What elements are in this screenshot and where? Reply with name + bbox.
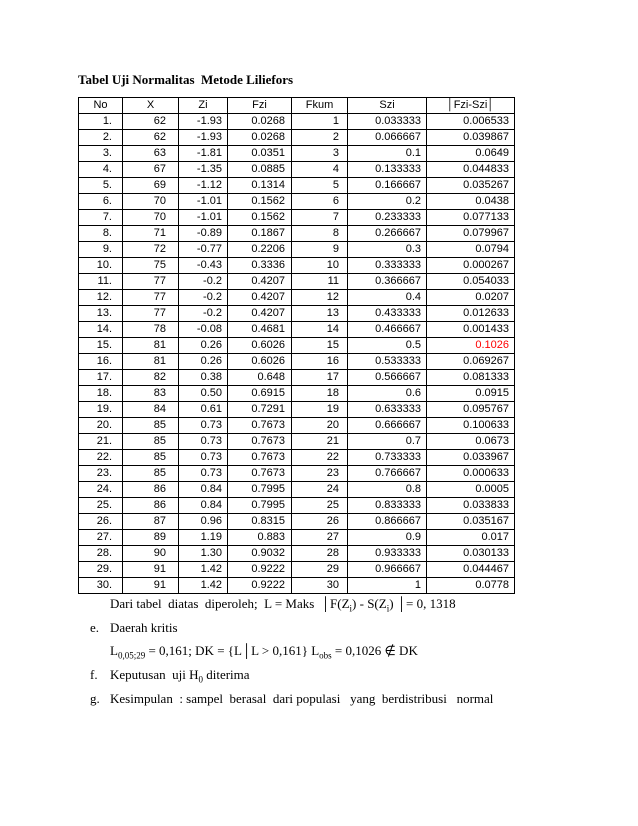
list-item-g: [90, 691, 576, 707]
table-cell: 30.: [79, 578, 123, 594]
table-cell: 22.: [79, 450, 123, 466]
table-row: [79, 178, 515, 194]
table-cell: 78: [123, 322, 179, 338]
table-cell: 7.: [79, 210, 123, 226]
document-content: [76, 72, 576, 707]
table-cell: 0.6026: [228, 354, 292, 370]
table-row: [79, 386, 515, 402]
table-cell: 62: [123, 114, 179, 130]
item-f-text: [110, 667, 250, 683]
table-cell: 30: [292, 578, 348, 594]
table-cell: 14: [292, 322, 348, 338]
table-cell: 0.017: [427, 530, 515, 546]
table-cell: 86: [123, 482, 179, 498]
table-cell: 0.2206: [228, 242, 292, 258]
table-row: [79, 226, 515, 242]
table-cell: 81: [123, 354, 179, 370]
table-cell: 0.012633: [427, 306, 515, 322]
table-cell: 15: [292, 338, 348, 354]
table-cell: 0.6026: [228, 338, 292, 354]
table-cell: 10.: [79, 258, 123, 274]
table-row: [79, 546, 515, 562]
table-cell: 9.: [79, 242, 123, 258]
table-row: [79, 450, 515, 466]
table-cell: 0.035267: [427, 178, 515, 194]
table-cell: 91: [123, 578, 179, 594]
table-cell: 0.1: [348, 146, 427, 162]
table-cell: 82: [123, 370, 179, 386]
table-cell: 72: [123, 242, 179, 258]
table-cell: 0.5: [348, 338, 427, 354]
table-cell: 0.8315: [228, 514, 292, 530]
table-cell: 0.73: [179, 434, 228, 450]
table-cell: 6: [292, 194, 348, 210]
table-row: [79, 482, 515, 498]
table-cell: 4: [292, 162, 348, 178]
table-cell: 11.: [79, 274, 123, 290]
table-cell: 0.2: [348, 194, 427, 210]
table-cell: 0.006533: [427, 114, 515, 130]
list-item-f: [90, 667, 576, 683]
table-cell: 16: [292, 354, 348, 370]
table-cell: 15.: [79, 338, 123, 354]
table-cell: 21: [292, 434, 348, 450]
item-g-text: [110, 691, 493, 707]
table-cell: 24: [292, 482, 348, 498]
text-segment: ) - S(Z: [352, 596, 387, 611]
table-cell: -0.43: [179, 258, 228, 274]
table-cell: 0.044833: [427, 162, 515, 178]
table-cell: 22: [292, 450, 348, 466]
table-cell: 0.666667: [348, 418, 427, 434]
table-row: [79, 434, 515, 450]
table-cell: 25: [292, 498, 348, 514]
table-cell: 0.4207: [228, 290, 292, 306]
table-cell: 69: [123, 178, 179, 194]
table-cell: 0.066667: [348, 130, 427, 146]
table-cell: 0.0268: [228, 114, 292, 130]
table-cell: 67: [123, 162, 179, 178]
critical-region-formula: [110, 643, 576, 659]
table-cell: 87: [123, 514, 179, 530]
table-cell: -1.93: [179, 130, 228, 146]
table-cell: 0.7995: [228, 482, 292, 498]
table-cell: 29.: [79, 562, 123, 578]
table-cell: 17.: [79, 370, 123, 386]
table-cell: -1.01: [179, 210, 228, 226]
table-cell: 23: [292, 466, 348, 482]
table-cell: 23.: [79, 466, 123, 482]
subscript-text: i: [386, 603, 390, 614]
table-cell: -1.35: [179, 162, 228, 178]
table-cell: 0.966667: [348, 562, 427, 578]
table-cell: 1.19: [179, 530, 228, 546]
table-cell: 0.033833: [427, 498, 515, 514]
page-title: Tabel Uji Normalitas Metode Liliefors: [78, 72, 294, 87]
table-cell: 0.233333: [348, 210, 427, 226]
table-cell: 6.: [79, 194, 123, 210]
table-cell: 0.50: [179, 386, 228, 402]
table-cell: 0.633333: [348, 402, 427, 418]
table-cell: 0.73: [179, 466, 228, 482]
table-cell: 0.433333: [348, 306, 427, 322]
table-cell: 1.42: [179, 562, 228, 578]
table-cell: -0.77: [179, 242, 228, 258]
table-cell: 3: [292, 146, 348, 162]
table-cell: 27: [292, 530, 348, 546]
table-cell: 0.73: [179, 450, 228, 466]
table-cell: 0.84: [179, 498, 228, 514]
table-cell: 12.: [79, 290, 123, 306]
table-cell: 0.84: [179, 482, 228, 498]
table-cell: 11: [292, 274, 348, 290]
table-row: [79, 530, 515, 546]
table-row: [79, 514, 515, 530]
table-cell: -0.08: [179, 322, 228, 338]
table-cell: 10: [292, 258, 348, 274]
table-cell: 0.0351: [228, 146, 292, 162]
table-row: [79, 274, 515, 290]
table-cell: 0.035167: [427, 514, 515, 530]
table-cell: 70: [123, 194, 179, 210]
table-cell: 0.7673: [228, 418, 292, 434]
table-cell: 0.033333: [348, 114, 427, 130]
table-cell: 1.30: [179, 546, 228, 562]
subscript-text: 0: [198, 674, 203, 685]
table-cell: 0.4681: [228, 322, 292, 338]
table-cell: 0.7: [348, 434, 427, 450]
table-cell: 77: [123, 290, 179, 306]
table-row: [79, 306, 515, 322]
table-cell: 0.566667: [348, 370, 427, 386]
table-cell: 0.100633: [427, 418, 515, 434]
table-cell: 5: [292, 178, 348, 194]
table-cell: 0.095767: [427, 402, 515, 418]
table-cell: 0.077133: [427, 210, 515, 226]
table-row: [79, 466, 515, 482]
table-cell: -0.2: [179, 306, 228, 322]
table-cell: 0.0268: [228, 130, 292, 146]
table-cell: 16.: [79, 354, 123, 370]
table-cell: 0.3: [348, 242, 427, 258]
table-cell: 0.61: [179, 402, 228, 418]
table-cell: 0.1867: [228, 226, 292, 242]
table-cell: 71: [123, 226, 179, 242]
table-cell: 0.26: [179, 354, 228, 370]
list-item-e: [90, 620, 576, 636]
table-cell: 21.: [79, 434, 123, 450]
table-cell: 0.6: [348, 386, 427, 402]
table-cell: 0.7673: [228, 466, 292, 482]
table-cell: 1: [292, 114, 348, 130]
table-cell: 85: [123, 466, 179, 482]
table-cell: 18: [292, 386, 348, 402]
table-header-row: [79, 98, 515, 114]
table-cell: 2.: [79, 130, 123, 146]
table-cell: 0.0673: [427, 434, 515, 450]
table-cell: 0.366667: [348, 274, 427, 290]
table-cell: 0.166667: [348, 178, 427, 194]
table-cell: 8: [292, 226, 348, 242]
table-row: [79, 354, 515, 370]
table-cell: 0.933333: [348, 546, 427, 562]
table-row: [79, 498, 515, 514]
table-row: [79, 114, 515, 130]
column-header: Szi: [348, 98, 427, 114]
table-cell: 0.0207: [427, 290, 515, 306]
liliefors-table: [78, 97, 515, 594]
table-cell: 1.: [79, 114, 123, 130]
table-cell: 0.9222: [228, 562, 292, 578]
table-cell: -1.93: [179, 114, 228, 130]
table-cell: 0.030133: [427, 546, 515, 562]
table-row: [79, 370, 515, 386]
table-cell: 0.044467: [427, 562, 515, 578]
subscript-text: obs: [319, 650, 332, 661]
column-header: Fzi: [228, 98, 292, 114]
column-header: Fkum: [292, 98, 348, 114]
text-segment: L: [110, 643, 118, 658]
table-cell: 0.9: [348, 530, 427, 546]
table-cell: -1.01: [179, 194, 228, 210]
table-row: [79, 130, 515, 146]
column-header: Zi: [179, 98, 228, 114]
table-cell: 26.: [79, 514, 123, 530]
table-cell: 9: [292, 242, 348, 258]
table-cell: 0.9222: [228, 578, 292, 594]
item-g-label: g.: [90, 691, 100, 706]
table-cell: -0.2: [179, 274, 228, 290]
table-cell: 0.081333: [427, 370, 515, 386]
table-cell: 0.883: [228, 530, 292, 546]
table-cell: 0.4207: [228, 274, 292, 290]
table-cell: 0.133333: [348, 162, 427, 178]
table-cell: -1.12: [179, 178, 228, 194]
table-cell: 90: [123, 546, 179, 562]
table-cell: 0.3336: [228, 258, 292, 274]
table-cell: 1: [348, 578, 427, 594]
table-cell: 8.: [79, 226, 123, 242]
table-cell: 0.054033: [427, 274, 515, 290]
table-cell: 0.069267: [427, 354, 515, 370]
table-cell: 0.38: [179, 370, 228, 386]
table-cell: 89: [123, 530, 179, 546]
text-segment: ) │= 0, 1318: [389, 596, 456, 611]
table-cell: 0.73: [179, 418, 228, 434]
column-header: No: [79, 98, 123, 114]
max-diff-highlighted-cell: 0.1026: [427, 338, 515, 354]
table-cell: 85: [123, 434, 179, 450]
table-cell: -1.81: [179, 146, 228, 162]
table-cell: 0.7291: [228, 402, 292, 418]
text-segment: Dari tabel diatas diperoleh; L = Maks │F(Z: [110, 596, 350, 611]
subscript-text: 0,05;29: [117, 650, 146, 661]
subscript-text: i: [349, 603, 353, 614]
table-cell: 4.: [79, 162, 123, 178]
table-cell: 0.0885: [228, 162, 292, 178]
table-row: [79, 562, 515, 578]
table-cell: -0.89: [179, 226, 228, 242]
table-cell: 0.6915: [228, 386, 292, 402]
column-header: │Fzi-Szi│: [427, 98, 515, 114]
table-cell: 28.: [79, 546, 123, 562]
table-cell: 0.866667: [348, 514, 427, 530]
table-cell: 0.0438: [427, 194, 515, 210]
table-row: [79, 242, 515, 258]
table-cell: 0.0915: [427, 386, 515, 402]
table-cell: 0.4207: [228, 306, 292, 322]
table-row: [79, 258, 515, 274]
table-cell: 77: [123, 306, 179, 322]
table-cell: 27.: [79, 530, 123, 546]
table-cell: 18.: [79, 386, 123, 402]
table-cell: 0.466667: [348, 322, 427, 338]
item-e-label: e.: [90, 620, 100, 635]
table-cell: 0.648: [228, 370, 292, 386]
table-row: [79, 338, 515, 354]
table-cell: 0.000267: [427, 258, 515, 274]
text-segment: = 0,1026 ∉ DK: [331, 643, 418, 658]
table-cell: 13: [292, 306, 348, 322]
table-row: [79, 578, 515, 594]
table-cell: 77: [123, 274, 179, 290]
table-cell: 0.039867: [427, 130, 515, 146]
table-cell: 70: [123, 210, 179, 226]
table-cell: 0.7673: [228, 450, 292, 466]
text-segment: Keputusan uji H: [110, 667, 199, 682]
table-cell: 29: [292, 562, 348, 578]
table-cell: 0.033967: [427, 450, 515, 466]
table-cell: 0.733333: [348, 450, 427, 466]
table-cell: 0.96: [179, 514, 228, 530]
table-cell: 0.7673: [228, 434, 292, 450]
table-cell: 91: [123, 562, 179, 578]
table-cell: 85: [123, 450, 179, 466]
table-cell: 0.26: [179, 338, 228, 354]
table-cell: 0.1562: [228, 194, 292, 210]
table-row: [79, 322, 515, 338]
table-cell: 0.8: [348, 482, 427, 498]
table-cell: 86: [123, 498, 179, 514]
text-segment: Kesimpulan : sampel berasal dari populasi yang berdistribusi normal: [110, 691, 494, 706]
table-cell: 14.: [79, 322, 123, 338]
table-cell: 85: [123, 418, 179, 434]
table-cell: 1.42: [179, 578, 228, 594]
table-cell: 0.0005: [427, 482, 515, 498]
table-cell: 26: [292, 514, 348, 530]
table-cell: 28: [292, 546, 348, 562]
table-row: [79, 290, 515, 306]
table-cell: 0.079967: [427, 226, 515, 242]
text-segment: Daerah kritis: [110, 620, 178, 635]
table-cell: 0.0649: [427, 146, 515, 162]
table-cell: 0.833333: [348, 498, 427, 514]
table-cell: 83: [123, 386, 179, 402]
table-cell: 13.: [79, 306, 123, 322]
table-cell: 63: [123, 146, 179, 162]
table-row: [79, 162, 515, 178]
text-segment: diterima: [202, 667, 250, 682]
table-cell: 24.: [79, 482, 123, 498]
table-cell: 0.533333: [348, 354, 427, 370]
table-cell: 0.0778: [427, 578, 515, 594]
table-cell: 20: [292, 418, 348, 434]
table-cell: 12: [292, 290, 348, 306]
table-cell: 3.: [79, 146, 123, 162]
table-row: [79, 210, 515, 226]
table-cell: 0.333333: [348, 258, 427, 274]
table-cell: 0.000633: [427, 466, 515, 482]
table-cell: 62: [123, 130, 179, 146]
table-cell: 0.266667: [348, 226, 427, 242]
table-cell: 19: [292, 402, 348, 418]
table-row: [79, 402, 515, 418]
table-cell: 17: [292, 370, 348, 386]
table-cell: 19.: [79, 402, 123, 418]
table-cell: 0.4: [348, 290, 427, 306]
table-cell: 2: [292, 130, 348, 146]
table-cell: 7: [292, 210, 348, 226]
column-header: X: [123, 98, 179, 114]
table-cell: 81: [123, 338, 179, 354]
text-segment: = 0,161; DK = {L│L > 0,161} L: [145, 643, 320, 658]
table-cell: 84: [123, 402, 179, 418]
item-f-label: f.: [90, 667, 98, 682]
table-cell: 25.: [79, 498, 123, 514]
table-body: [79, 114, 515, 594]
table-row: [79, 146, 515, 162]
table-cell: 0.1562: [228, 210, 292, 226]
table-cell: 0.1314: [228, 178, 292, 194]
table-row: [79, 418, 515, 434]
table-row: [79, 194, 515, 210]
table-cell: 0.7995: [228, 498, 292, 514]
table-cell: 0.0794: [427, 242, 515, 258]
table-cell: 75: [123, 258, 179, 274]
table-summary-line: [110, 596, 576, 612]
table-cell: 5.: [79, 178, 123, 194]
table-cell: 0.766667: [348, 466, 427, 482]
table-cell: -0.2: [179, 290, 228, 306]
table-cell: 0.9032: [228, 546, 292, 562]
table-cell: 0.001433: [427, 322, 515, 338]
item-e-text: [110, 620, 178, 636]
table-cell: 20.: [79, 418, 123, 434]
